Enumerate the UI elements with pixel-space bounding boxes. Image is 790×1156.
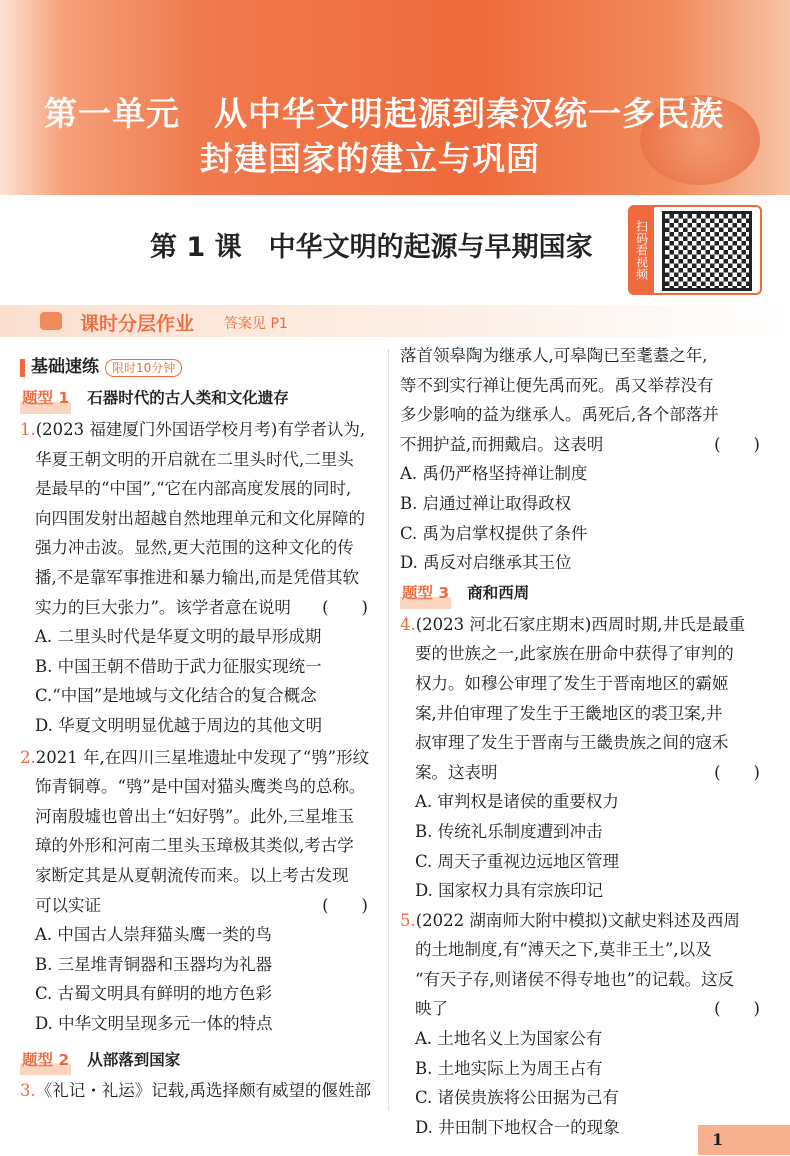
question-type-2 [20,1044,380,1076]
qr-code[interactable] [662,211,752,291]
question-line: 家断定其是从夏朝流传而来。以上考古发现 [35,865,349,885]
question-line [20,891,380,921]
unit-title-line1: 第一单元 从中华文明起源到秦汉统一多民族 [44,94,724,133]
answer-option: D. 井田制下地权合一的现象 [415,1117,620,1137]
type-title: 石器时代的古人类和文化遗存 [87,389,289,408]
question-line: 播,不是靠军事推进和暴力输出,而是凭借其软 [35,567,359,587]
answer-option: B. 土地实际上为周王占有 [415,1058,603,1078]
question-line: 要的世族之一,此家族在册命中获得了审判的 [415,644,734,664]
question-3-continued [400,341,772,578]
question-line: “有天子存,则诸侯不得专地也”的记载。这反 [415,969,735,989]
question-text: (2023 河北石家庄期末)西周时期,井氏是最重 [415,614,746,634]
question-line: 的土地制度,有“溥天之下,莫非王土”,以及 [415,940,712,960]
answer-option: D. 华夏文明明显优越于周边的其他文明 [35,715,323,735]
answer-option: B. 三星堆青铜器和玉器均为礼器 [35,954,273,974]
question-1 [20,415,380,741]
answer-blank: ( ) [714,762,760,782]
question-line [400,610,772,640]
question-text: 实力的巨大张力”。该学者意在说明 [35,597,291,617]
answer-option: C.“中国”是地域与文化结合的复合概念 [35,686,317,706]
answer-option: A. 禹仍严格坚持禅让制度 [400,464,588,484]
question-number: 4. [400,614,416,634]
question-number: 1. [20,420,36,439]
right-column [400,341,772,1142]
answer-option: C. 古蜀文明具有鲜明的地方色彩 [35,984,273,1004]
question-text: 可以实证 [35,895,101,915]
question-number: 2. [20,747,36,767]
type-tag: 题型 1 [20,384,71,414]
book-icon [40,312,62,330]
unit-title-line2: 封建国家的建立与巩固 [200,139,540,178]
time-limit-badge: 限时10分钟 [105,359,182,377]
answer-reference: 答案见 P1 [224,316,288,332]
question-line: 是最早的“中国”,“它在内部高度发展的同时, [35,479,352,499]
question-text: 映了 [415,999,448,1019]
answer-option: C. 禹为启掌权提供了条件 [400,523,588,543]
page-number: 1 [698,1125,790,1155]
question-line: 向四围发射出超越自然地理单元和文化屏障的 [35,508,365,528]
answer-option: D. 禹反对启继承其王位 [400,553,572,573]
answer-option: B. 启通过禅让取得政权 [400,493,572,513]
question-5 [400,906,772,1143]
answer-option: C. 周天子重视边远地区管理 [415,851,620,871]
question-3 [20,1076,380,1106]
answer-option: D. 国家权力具有宗族印记 [415,881,604,901]
question-line [400,994,772,1024]
question-line: 等不到实行禅让便先禹而死。禹又举荐没有 [400,375,714,395]
question-type-3 [400,578,772,610]
question-4 [400,610,772,906]
question-line [400,430,772,460]
basic-title: 基础速练 [31,357,99,378]
question-text: (2023 福建厦门外国语学校月考)有学者认为, [35,420,366,439]
section-bar [0,305,790,337]
question-number: 3. [20,1081,36,1101]
question-2 [20,743,380,1039]
answer-option: B. 传统礼乐制度遭到冲击 [415,821,603,841]
answer-option: A. 二里头时代是华夏文明的最早形成期 [35,627,322,647]
question-line [400,758,772,788]
answer-blank: ( ) [714,999,760,1019]
question-line: 多少影响的益为继承人。禹死后,各个部落并 [400,405,719,425]
question-type-1 [20,383,380,415]
question-text: 不拥护益,而拥戴启。这表明 [400,434,604,454]
column-divider [388,350,389,1110]
qr-code-box[interactable] [628,205,762,295]
question-line: 饰青铜尊。“鸮”是中国对猫头鹰类鸟的总称。 [35,777,366,797]
basic-section-heading [20,353,380,383]
answer-option: A. 审判权是诸侯的重要权力 [415,792,619,812]
question-line: 叔审理了发生于晋南与王畿贵族之间的寇禾 [415,733,729,753]
unit-banner [0,0,790,195]
question-line: 华夏王朝文明的开启就在二里头时代,二里头 [35,449,354,469]
qr-label: 扫码看视频 [630,207,654,293]
lesson-title: 第 1 课 中华文明的起源与早期国家 [150,232,593,263]
answer-blank: ( ) [714,434,760,454]
question-line [20,415,380,445]
question-line [20,743,380,773]
question-line: 强力冲击波。显然,更大范围的这种文化的传 [35,538,354,558]
answer-option: A. 土地名义上为国家公有 [415,1029,603,1049]
type-tag: 题型 3 [400,579,451,609]
section-title: 课时分层作业 [80,313,195,335]
answer-option: C. 诸侯贵族将公田据为己有 [415,1088,620,1108]
question-text: 2021 年,在四川三星堆遗址中发现了“鸮”形纹 [35,747,370,767]
question-text: 《礼记・礼运》记载,禹选择颇有威望的偃姓部 [35,1081,371,1101]
answer-option: D. 中华文明呈现多元一体的特点 [35,1013,273,1033]
question-line [20,593,380,623]
answer-blank: ( ) [322,597,368,617]
answer-option: B. 中国王朝不借助于武力征服实现统一 [35,656,322,676]
question-line: 案,井伯审理了发生于王畿地区的裘卫案,井 [415,703,723,723]
question-line [20,1076,380,1106]
type-title: 从部落到国家 [87,1050,181,1069]
question-text: 案。这表明 [415,762,498,782]
question-number: 5. [400,910,416,930]
question-text: (2022 湖南师大附中模拟)文献史料述及西周 [415,910,740,930]
type-tag: 题型 2 [20,1046,71,1076]
answer-option: A. 中国古人崇拜猫头鹰一类的鸟 [35,925,272,945]
answer-blank: ( ) [322,895,368,915]
question-line: 璋的外形和河南二里头玉璋极其类似,考古学 [35,836,354,856]
question-line: 权力。如穆公审理了发生于晋南地区的霸姬 [415,673,729,693]
question-line: 河南殷墟也曾出土“妇好鸮”。此外,三星堆玉 [35,806,355,826]
heading-marker [20,359,25,377]
type-title: 商和西周 [467,583,530,602]
question-line: 落首领皋陶为继承人,可皋陶已至耄耋之年, [400,346,708,365]
left-column [20,353,380,1106]
question-line [400,906,772,936]
